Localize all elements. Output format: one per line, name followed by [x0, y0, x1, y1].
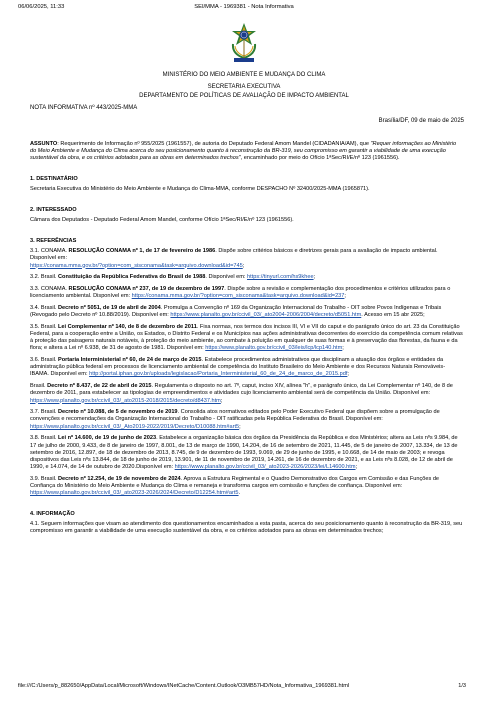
ref-suffix: ;: [355, 464, 358, 471]
assunto-text-end: , encaminhado por meio do Ofício 1ªSec/RI/E/nº 123 (1961556).: [240, 155, 400, 162]
ref-prefix: 3.7. Brasil.: [30, 409, 58, 416]
reference-item: [30, 435, 463, 471]
print-header: [0, 4, 488, 14]
ref-prefix: 3.5. Brasil.: [30, 323, 58, 330]
ref-link[interactable]: https://conama.mma.gov.br/?option=com_sisconama&task=arquivo.download&id=745: [30, 262, 243, 269]
ref-suffix: ;: [220, 397, 223, 404]
ref-text: . Consolida atos normativos editados pelo Poder Executivo Federal que dispõem sobre a promulgação de convenções e recomendações da Organização Internacional do Trabalho - OIT ratificadas pela República Federativa do Brasil. Disponível em:: [30, 409, 440, 423]
ref-text: . Estabelece procedimentos administrativos que disciplinam a atuação dos órgãos e entidades da administração pública federal em processos de licenciamento ambiental de competência do Instituto Brasileiro do Meio Ambiente e dos Recursos Naturais Renováveis-IBAMA. Disponível em:: [30, 357, 446, 378]
ref-link[interactable]: http://portal.iphan.gov.br/uploads/legislacao/Portaria_Interministerial_60_de_24_de_marco_de_2015.pdf: [89, 371, 348, 378]
ref-title: Decreto nº 5051, de 19 de abril de 2004: [57, 304, 161, 311]
print-doc-title: SEI/MMA - 1969381 - Nota Informativa: [194, 4, 294, 10]
ref-suffix: ;: [313, 274, 316, 281]
ref-title: Decreto nº 10.088, de 5 de novembro de 2019: [57, 409, 178, 416]
section-4-title: 4. INFORMAÇÃO: [30, 511, 75, 518]
ref-suffix: ;: [347, 371, 349, 378]
ref-suffix: ;: [344, 293, 346, 300]
assunto-quote: "Requer informações ao Ministério do Meio Ambiente e Mudança do Clima acerca do seu posicionamento quanto à reconstrução da BR-319, seu compromisso em garantir a viabilidade de uma execução sustentável da obra, e os critérios adotados para as obras em determinados trechos": [30, 141, 457, 162]
file-path: file:///C:/Users/p_882650/AppData/Local/Microsoft/Windows/INetCache/Content.Outlook/O3MB57HD/Nota_Informativa_1969381.html: [18, 683, 350, 689]
ref-text: . Regulamenta o disposto no art. 7º, caput, inciso XIV, alínea "h", e parágrafo único, da Lei Complementar nº 140, de 8 de dezembro de 2011, para estabelecer as tipologias de empreendimentos e atividades cujo licenciamento ambiental será de competência da União. Disponível em:: [30, 383, 453, 397]
ref-text: . Estabelece a organização básica dos órgãos da Presidência da República e dos Ministérios; altera as Leis nºs 9.984, de 17 de julho de 2000, 9.433, de 8 de janeiro de 1997, 8.001, de 13 de março de 1990, 14.204, de 16 de setembro de 2021, 11.445, de 5 de janeiro de 2007, 13.334, de 13 de setembro de 2016, 12.897, de 18 de dezembro de 2013, 8.745, de 9 de dezembro de 1993, 9.069, de 29 de junho de 1995, e 10.668, de 14 de maio de 2003; e revoga dispositivos das Leis nºs 13.844, de 18 de junho de 2019, 13.901, de 11 de novembro de 2019, 14.261, de 16 de dezembro de 2021, e as Leis nºs 8.028, de 12 de abril de 1990, e 14.074, de 14 de outubro de 2020.Disponível em:: [30, 435, 458, 471]
ref-title: RESOLUÇÃO CONAMA nº 237, de 19 de dezembro de 1997: [68, 285, 225, 292]
ref-prefix: 3.1. CONAMA.: [30, 248, 69, 255]
ref-link[interactable]: https://www.planalto.gov.br/ccivil_03/_ato2023-2026/2024/Decreto/D12254.htm#art5: [30, 490, 239, 497]
ref-suffix: . Acesso em 15 abr 2025;: [361, 312, 425, 319]
ref-text: . Promulga a Convenção nº 169 da Organização Internacional do Trabalho - OIT sobre Povos Indígenas e Tribais (Revogado pelo Decreto nº 10.88/2019). Disponível em:: [30, 304, 442, 319]
note-number: NOTA INFORMATIVA nº 443/2025-MMA: [30, 105, 138, 111]
ref-prefix: 3.8. Brasil.: [30, 435, 58, 442]
ref-suffix: ;: [242, 262, 245, 269]
ref-title: Portaria Interministerial nº 60, de 24 de março de 2015: [57, 357, 202, 364]
print-datetime: 06/06/2025, 11:33: [18, 4, 65, 10]
ref-suffix: ;: [239, 423, 241, 430]
reference-item: [30, 274, 463, 281]
ref-title: Decreto nº 12.254, de 19 de novembro de 2024: [57, 475, 181, 482]
ref-prefix: 3.4. Brasil.: [30, 304, 58, 311]
ref-text: . Dispõe sobre a revisão e complementação dos procedimentos e critérios utilizados para o licenciamento ambiental. Disponível em:: [30, 285, 451, 300]
ref-suffix: .: [238, 490, 241, 497]
ref-title: Constituição da República Federativa do Brasil de 1988: [57, 274, 206, 281]
ref-text: . Fixa normas, nos termos dos incisos III, VI e VII do caput e do parágrafo único do art. 23 da Constituição Federal, para a cooperação entre a União, os Estados, o Distrito Federal e os Municípios nas ações administrativas decorrentes do exercício da competência comum relativas à proteção das paisagens naturais notáveis, à proteção do meio ambiente, ao combate à poluição em qualquer de suas formas e à preservação das florestas, da fauna e da flora; e altera a Lei nº 6.938, de 31 de agosto de 1981. Disponível em:: [30, 323, 463, 352]
ref-suffix: ;: [342, 345, 344, 352]
assunto-paragraph: [30, 141, 463, 163]
ref-link[interactable]: https://www.planalto.gov.br/ccivil_03/_ato2023-2026/2023/lei/L14600.htm: [174, 464, 356, 471]
document-body: [30, 141, 463, 540]
ref-text: . Aprova a Estrutura Regimental e o Quadro Demonstrativo dos Cargos em Comissão e das Funções de Confiança do Ministério do Meio Ambiente e Mudança do Clima e remaneja e transforma cargos em comissão e funções de confiança. Disponível em:: [30, 475, 440, 490]
ref-link[interactable]: https://conama.mma.gov.br/?option=com_sisconama&task=arquivo.download&id=237: [131, 293, 345, 300]
reference-item: [30, 357, 463, 379]
reference-item: [30, 305, 463, 319]
reference-item: [30, 324, 463, 353]
assunto-label: ASSUNTO: [30, 141, 58, 147]
ref-prefix: 3.2. Brasil.: [30, 274, 58, 281]
section-2-text: Câmara dos Deputados - Deputado Federal Amom Mandel, conforme Ofício 1ªSec/RI/E/nº 123 (1961556).: [30, 217, 294, 224]
ref-link[interactable]: https://tinyurl.com/hs9khee: [247, 274, 314, 281]
ref-text: . Dispõe sobre critérios básicos e diretrizes gerais para a avaliação de impacto ambiental. Disponível em:: [30, 248, 438, 262]
secretariat-name: SECRETARIA EXECUTIVA: [207, 84, 281, 90]
section-1-title: 1. DESTINATÁRIO: [30, 176, 78, 183]
ref-prefix: Brasil.: [30, 383, 48, 390]
reference-item: [30, 476, 463, 498]
section-3-title: 3. REFERÊNCIAS: [30, 237, 77, 244]
ref-prefix: 3.3. CONAMA.: [30, 285, 69, 292]
ref-prefix: 3.6. Brasil.: [30, 357, 58, 364]
ref-prefix: 3.9. Brasil.: [30, 475, 58, 482]
page-number: 1/3: [458, 683, 466, 689]
ref-title: Lei Complementar nº 140, de 8 de dezembro de 2011: [57, 323, 197, 330]
reference-item: [30, 248, 463, 270]
ref-link[interactable]: https://www.planalto.gov.br/ccivil_03/_ato2015-2018/2015/decreto/d8437.htm: [30, 397, 221, 404]
reference-item: [30, 409, 463, 431]
ministry-name: MINISTÉRIO DO MEIO AMBIENTE E MUDANÇA DO CLIMA: [162, 72, 326, 78]
reference-item: [30, 286, 463, 300]
department-name: DEPARTAMENTO DE POLÍTICAS DE AVALIAÇÃO DE IMPACTO AMBIENTAL: [139, 93, 349, 99]
ref-link[interactable]: https://www.planalto.gov.br/ccivil_03/_ato2004-2006/2004/decreto/d5051.htm: [170, 312, 362, 319]
coat-of-arms-logo: [229, 22, 259, 64]
ref-link[interactable]: https://www.planalto.gov.br/ccivil_03/leis/lcp/lcp140.htm: [205, 345, 343, 352]
assunto-text: : Requerimento de Informação nº 955/2025 (1961557), de autoria do Deputado Federal Amom Mandel (CIDADANIA/AM), que: [57, 141, 371, 147]
ref-link[interactable]: https://www.planalto.gov.br/ccivil_03/_Ato2019-2022/2019/Decreto/D10088.htm#art5: [30, 423, 240, 430]
ref-title: Decreto nº 8.437, de 22 de abril de 2015: [47, 383, 152, 390]
section-1-text: Secretaria Executiva do Ministério do Meio Ambiente e Mudança do Clima-MMA, conforme DESPACHO Nº 32400/2025-MMA (1965871).: [30, 186, 370, 193]
ref-text: . Disponível em:: [205, 274, 248, 281]
section-4-text: 4.1. Seguem informações que visam ao atendimento dos questionamentos encaminhados a esta pasta, acerca do seu posicionamento quanto à reconstrução da BR-319, seu compromisso em garantir a viabilidade de uma execução sustentável da obra, e os critérios adotados para as obras em determinados trechos;: [30, 521, 463, 535]
ref-title: Lei nº 14.600, de 19 de junho de 2023: [57, 435, 157, 442]
section-2-title: 2. INTERESSADO: [30, 207, 77, 214]
reference-item: [30, 383, 463, 405]
ref-title: RESOLUÇÃO CONAMA nº 1, de 17 de fevereiro de 1986: [68, 248, 216, 255]
place-date: Brasília/DF, 09 de maio de 2025: [378, 118, 464, 124]
